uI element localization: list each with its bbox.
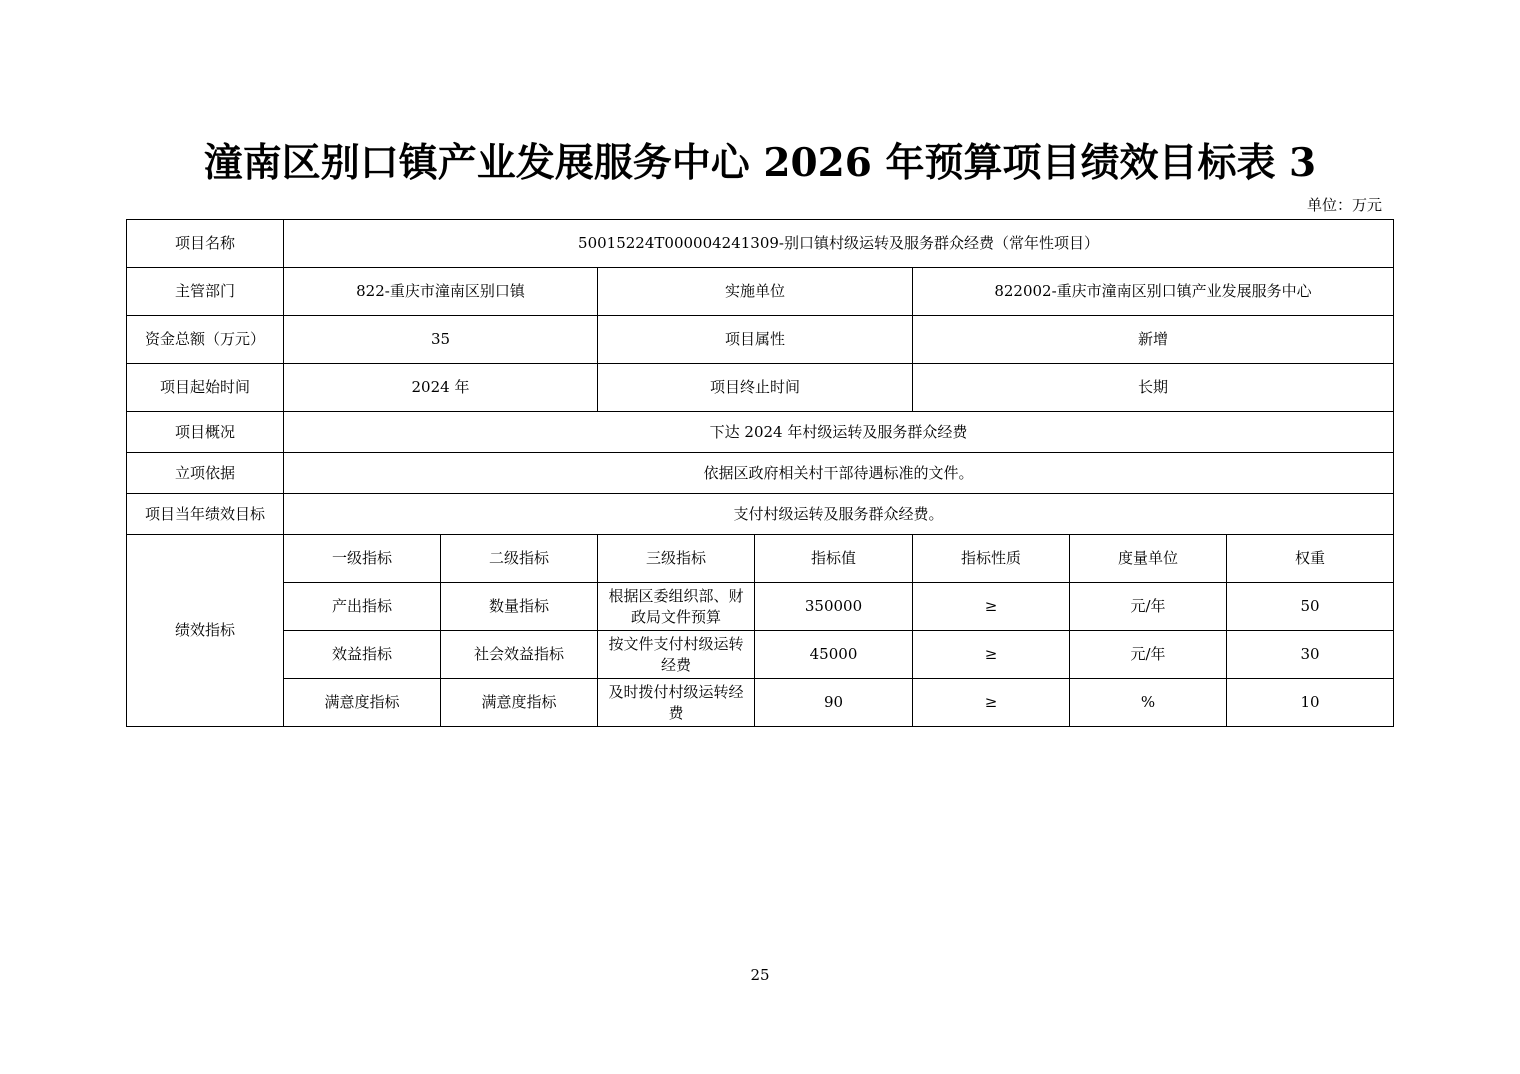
indicator-level3: 按文件支付村级运转经费 <box>598 631 755 679</box>
page-number: 25 <box>750 966 770 984</box>
goal-value: 支付村级运转及服务群众经费。 <box>284 494 1394 535</box>
row-goal <box>127 494 1394 535</box>
indicator-value: 45000 <box>755 631 913 679</box>
basis-label: 立项依据 <box>127 453 284 494</box>
row-overview <box>127 412 1394 453</box>
row-period <box>127 364 1394 412</box>
impl-label: 实施单位 <box>598 268 913 316</box>
indicator-unit: 元/年 <box>1070 631 1227 679</box>
indicator-level1: 效益指标 <box>284 631 441 679</box>
funds-value: 35 <box>284 316 598 364</box>
indicator-weight: 30 <box>1227 631 1394 679</box>
header-level1: 一级指标 <box>284 535 441 583</box>
indicator-level1: 产出指标 <box>284 583 441 631</box>
indicator-level2: 社会效益指标 <box>441 631 598 679</box>
goal-label: 项目当年绩效目标 <box>127 494 284 535</box>
indicator-row <box>127 631 1394 679</box>
project-name-label: 项目名称 <box>127 220 284 268</box>
indicator-level2: 数量指标 <box>441 583 598 631</box>
indicators-section-label: 绩效指标 <box>127 535 284 727</box>
header-nature: 指标性质 <box>913 535 1070 583</box>
dept-label: 主管部门 <box>127 268 284 316</box>
indicator-value: 350000 <box>755 583 913 631</box>
indicator-nature: ≥ <box>913 631 1070 679</box>
end-value: 长期 <box>913 364 1394 412</box>
indicator-value: 90 <box>755 679 913 727</box>
indicator-header-row <box>127 535 1394 583</box>
indicator-nature: ≥ <box>913 679 1070 727</box>
indicator-level3: 根据区委组织部、财政局文件预算 <box>598 583 755 631</box>
row-department <box>127 268 1394 316</box>
indicator-nature: ≥ <box>913 583 1070 631</box>
header-level3: 三级指标 <box>598 535 755 583</box>
document-title: 潼南区别口镇产业发展服务中心 2026 年预算项目绩效目标表 3 <box>203 140 1317 186</box>
impl-value: 822002-重庆市潼南区别口镇产业发展服务中心 <box>913 268 1394 316</box>
indicator-row <box>127 679 1394 727</box>
start-label: 项目起始时间 <box>127 364 284 412</box>
header-value: 指标值 <box>755 535 913 583</box>
header-unit: 度量单位 <box>1070 535 1227 583</box>
indicator-level2: 满意度指标 <box>441 679 598 727</box>
project-name-value: 50015224T000004241309-别口镇村级运转及服务群众经费（常年性项目） <box>284 220 1394 268</box>
funds-label: 资金总额（万元） <box>127 316 284 364</box>
performance-table <box>126 219 1394 727</box>
header-level2: 二级指标 <box>441 535 598 583</box>
indicator-weight: 50 <box>1227 583 1394 631</box>
header-weight: 权重 <box>1227 535 1394 583</box>
unit-label: 单位：万元 <box>1306 196 1382 214</box>
indicator-unit: % <box>1070 679 1227 727</box>
indicator-row <box>127 583 1394 631</box>
start-value: 2024 年 <box>284 364 598 412</box>
dept-value: 822-重庆市潼南区别口镇 <box>284 268 598 316</box>
basis-value: 依据区政府相关村干部待遇标准的文件。 <box>284 453 1394 494</box>
attr-label: 项目属性 <box>598 316 913 364</box>
end-label: 项目终止时间 <box>598 364 913 412</box>
overview-value: 下达 2024 年村级运转及服务群众经费 <box>284 412 1394 453</box>
attr-value: 新增 <box>913 316 1394 364</box>
row-basis <box>127 453 1394 494</box>
indicator-level1: 满意度指标 <box>284 679 441 727</box>
indicator-weight: 10 <box>1227 679 1394 727</box>
row-funds <box>127 316 1394 364</box>
row-project-name <box>127 220 1394 268</box>
overview-label: 项目概况 <box>127 412 284 453</box>
indicator-unit: 元/年 <box>1070 583 1227 631</box>
indicator-level3: 及时拨付村级运转经费 <box>598 679 755 727</box>
